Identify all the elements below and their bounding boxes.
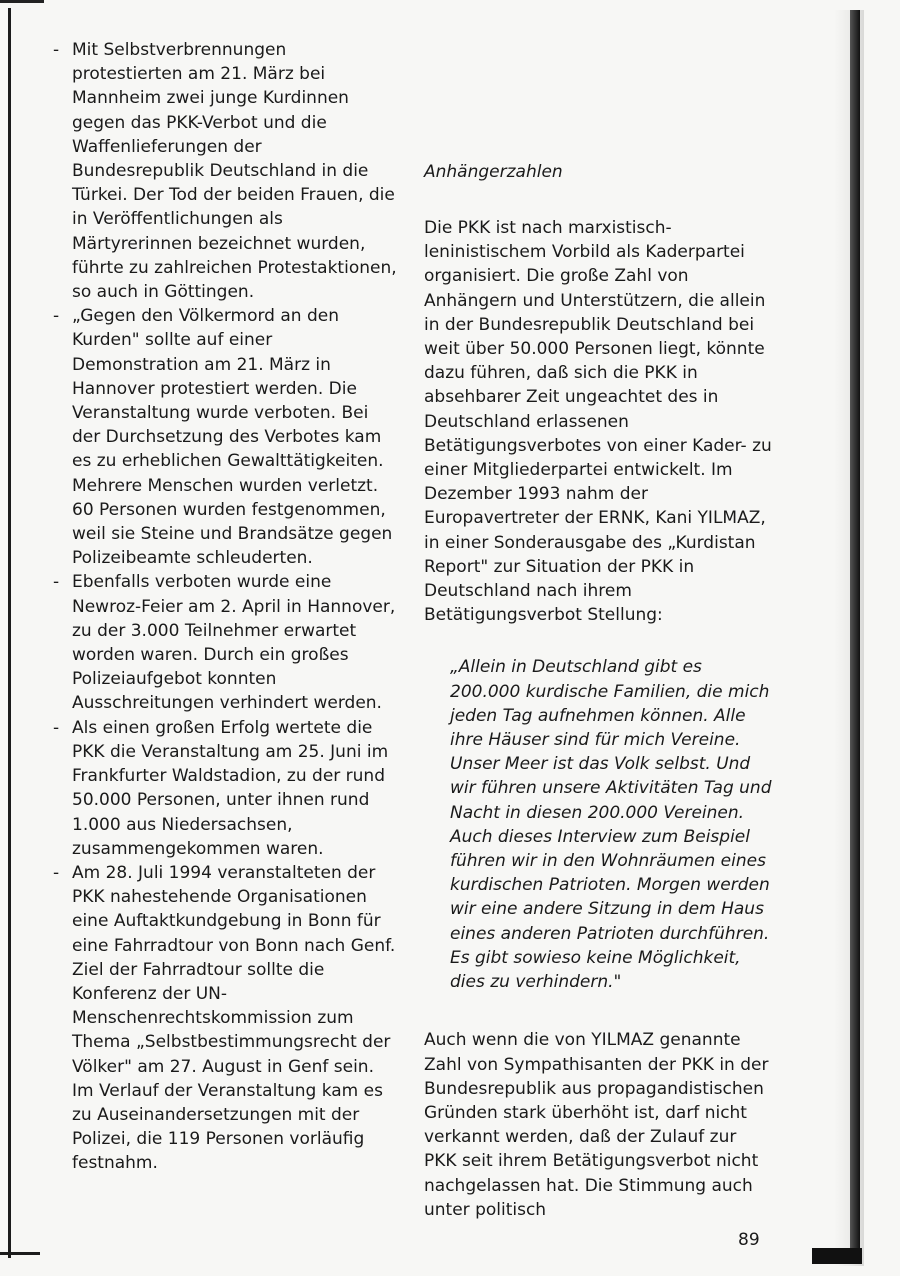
body-paragraph-1: Die PKK ist nach marxistisch-leninistischem Vorbild als Kaderpartei organisiert. Die große Zahl von Anhängern und Unterstützern, die allein in der Bundesrepublik Deutschland bei weit über 50.000 Personen liegt, könnte dazu führen, daß sich die PKK in absehbarer Zeit ungeachtet des in Deutschland erlassenen Betätigungsverbotes von einer Kader- zu einer Mitgliederpartei entwickelt. Im Dezember 1993 nahm der Europavertreter der ERNK, Kani YILMAZ, in einer Sonderausgabe des „Kurdistan Report" zur Situation der PKK in Deutschland nach ihrem Betätigungsverbot Stellung: [424,218,772,626]
list-item: - Am 28. Juli 1994 veranstalteten der PKK nahestehende Organisationen eine Auftaktkundgebung in Bonn für eine Fahrradtour von Bonn nach Genf. Ziel der Fahrradtour sollte die Konferenz der UN-Menschenrechtskommission zum Thema „Selbstbestimmungsrecht der Völker" am 27. August in Genf sein. Im Verlauf der Veranstaltung kam es zu Auseinandersetzungen mit der Polizei, die 119 Personen vorläufig festnahm. [52,861,397,1176]
page-number: 89 [738,1230,760,1250]
block-quote: „Allein in Deutschland gibt es 200.000 kurdische Familien, die mich jeden Tag aufnehmen können. Alle ihre Häuser sind für mich Vereine. Unser Meer ist das Volk selbst. Und wir führen unsere Aktivitäten Tag und Nacht in diesen 200.000 Vereinen. Auch dieses Interview zum Beispiel führen wir in den Wohnräumen eines kurdischen Patrioten. Morgen werden wir eine andere Sitzung in dem Haus eines anderen Patrioten durchführen. Es gibt sowieso keine Möglichkeit, dies zu verhindern." [450,657,772,993]
section-heading: Anhängerzahlen [424,162,563,182]
list-item: - Mit Selbstverbrennungen protestierten am 21. März bei Mannheim zwei junge Kurdinnen gegen das PKK-Verbot und die Waffenlieferungen der Bundesrepublik Deutschland in die Türkei. Der Tod der beiden Frauen, die in Veröffentlichungen als Märtyrerinnen bezeichnet wurden, führte zu zahlreichen Protestaktionen, so auch in Göttingen. [52,38,397,304]
binding-edge-line [8,8,11,1258]
left-column [52,38,397,1176]
list-item: - Als einen großen Erfolg wertete die PKK die Veranstaltung am 25. Juni im Frankfurter Waldstadion, zu der rund 50.000 Personen, unter ihnen rund 1.000 aus Niedersachsen, zusammengekommen waren. [52,716,397,861]
binding-edge-foot [0,1252,40,1255]
right-column [424,160,774,1222]
binding-edge-top [0,0,44,21]
page-edge-bar [850,10,860,1256]
page-edge-foot [812,1248,862,1264]
event-list [52,38,397,1176]
list-item: - Ebenfalls verboten wurde eine Newroz-Feier am 2. April in Hannover, zu der 3.000 Teilnehmer erwartet worden waren. Durch ein großes Polizeiaufgebot konnten Ausschreitungen verhindert werden. [52,570,397,715]
list-item: - „Gegen den Völkermord an den Kurden" sollte auf einer Demonstration am 21. März in Hannover protestiert werden. Die Veranstaltung wurde verboten. Bei der Durchsetzung des Verbotes kam es zu erheblichen Gewalttätigkeiten. Mehrere Menschen wurden verletzt. 60 Personen wurden festgenommen, weil sie Steine und Brandsätze gegen Polizeibeamte schleuderten. [52,304,397,570]
body-paragraph-2: Auch wenn die von YILMAZ genannte Zahl von Sympathisanten der PKK in der Bundesrepublik aus propagandistischen Gründen stark überhöht ist, darf nicht verkannt werden, daß der Zulauf zur PKK seit ihrem Betätigungsverbot nicht nachgelassen hat. Die Stimmung auch unter politisch [424,1030,769,1220]
